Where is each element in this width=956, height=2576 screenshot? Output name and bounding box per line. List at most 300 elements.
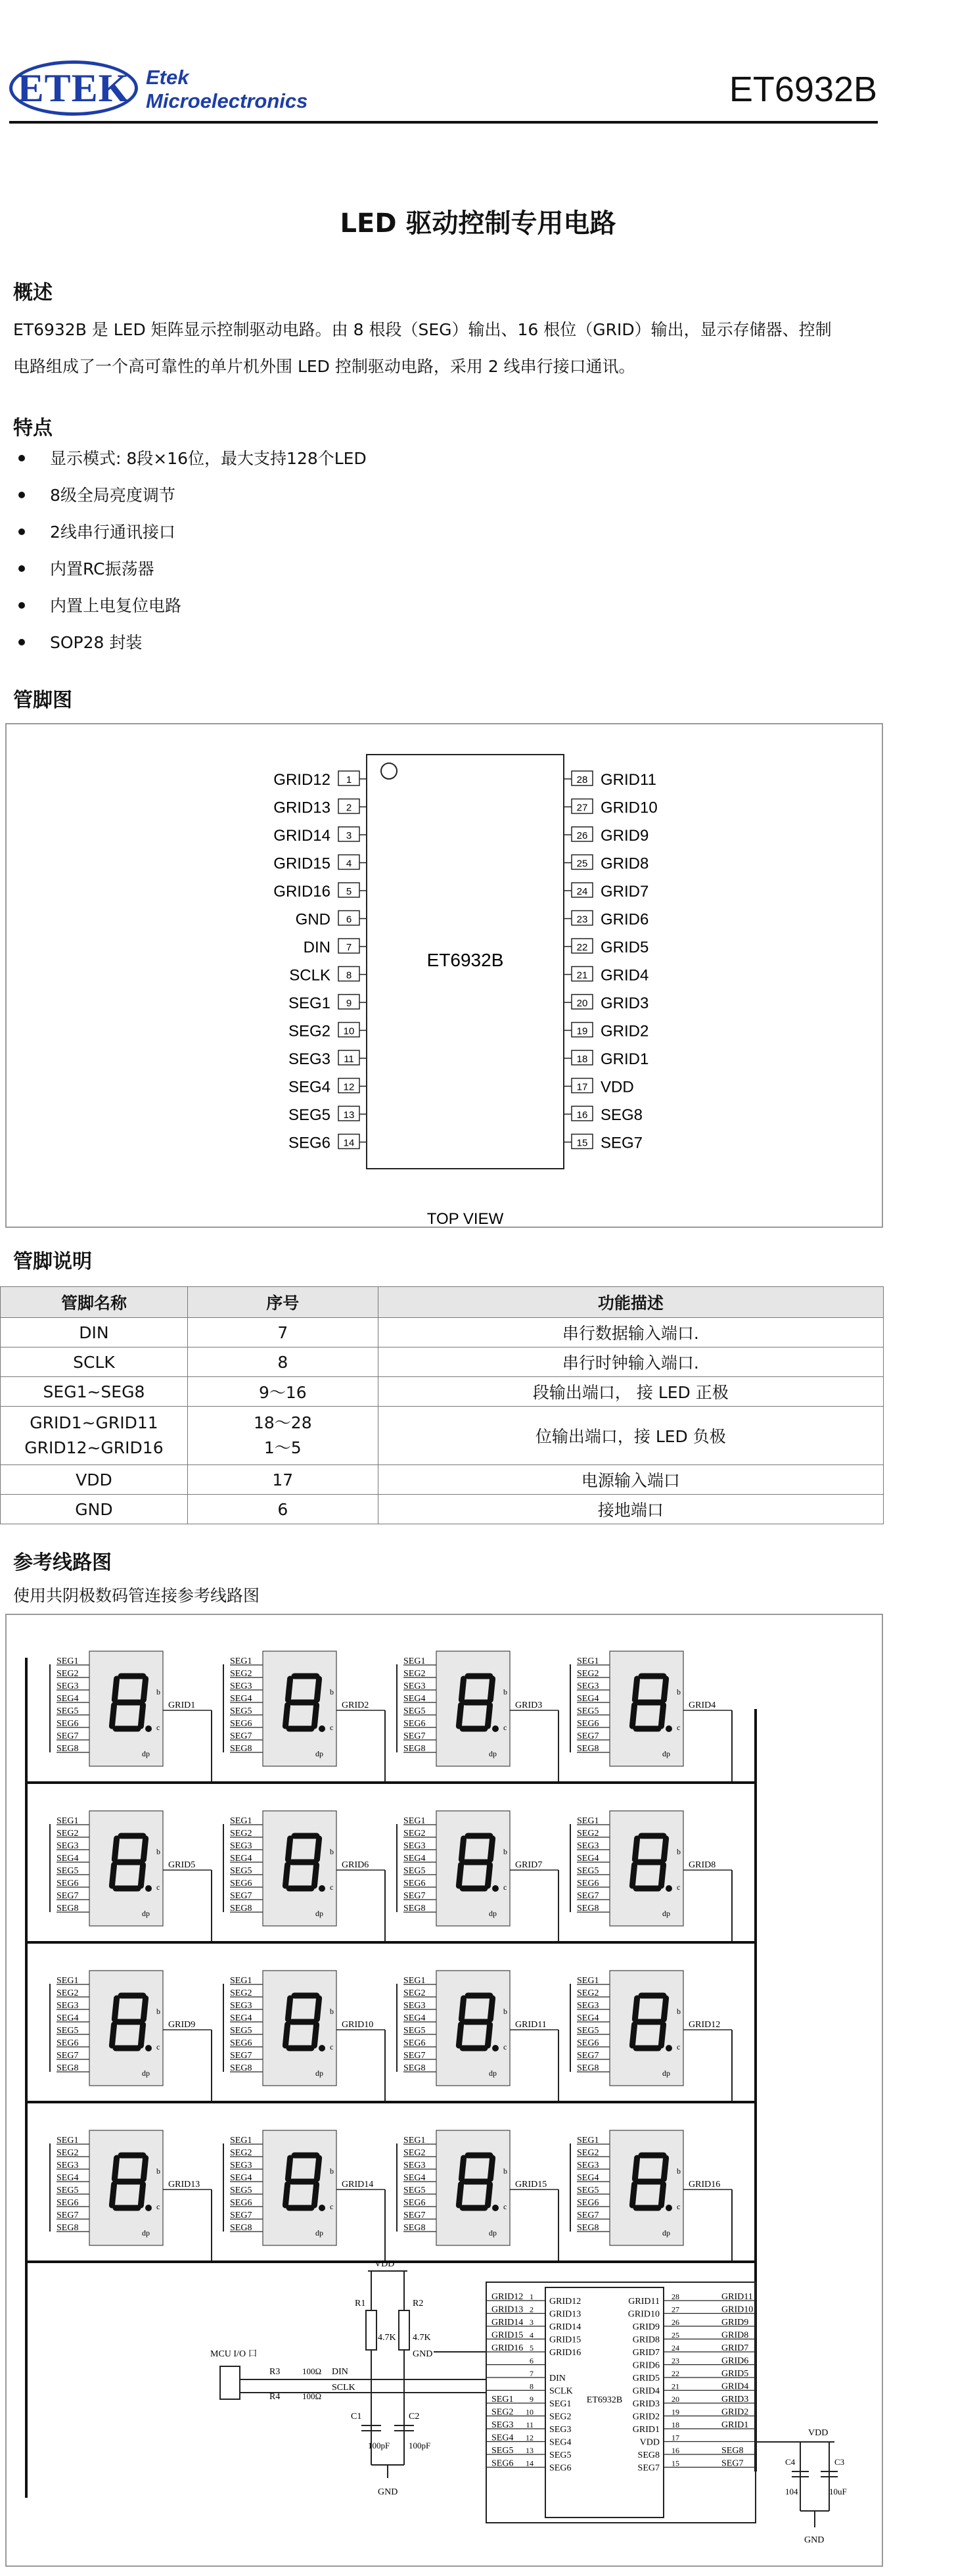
digit-package <box>89 1971 163 2086</box>
chip-pin-number: 2 <box>530 2305 534 2314</box>
cell-name: SEG1~SEG8 <box>1 1377 188 1407</box>
seg-label: SEG8 <box>230 2223 252 2233</box>
cell-func: 段输出端口， 接 LED 正极 <box>378 1377 883 1407</box>
chip-pin-number: 10 <box>526 2407 534 2417</box>
seg-label: SEG7 <box>403 1891 426 1901</box>
pin-number: 20 <box>576 998 588 1009</box>
seg-label: SEG2 <box>403 1988 426 1998</box>
chip-pin-name: SEG6 <box>549 2463 572 2473</box>
pin-name: GRID9 <box>601 827 649 845</box>
seg-label: SEG8 <box>577 2223 599 2233</box>
cell-num: 8 <box>187 1347 378 1377</box>
chip-pin-name: GRID6 <box>632 2360 660 2371</box>
digit-segment <box>114 1838 116 1860</box>
chip-pin-number: 23 <box>671 2356 679 2366</box>
chip-pin-name: GRID9 <box>632 2322 660 2332</box>
c3-value: 10uF <box>829 2487 847 2496</box>
pin-name: SEG7 <box>601 1134 643 1152</box>
digit-package <box>610 1811 683 1926</box>
digit-segment <box>459 2025 461 2046</box>
pin-number: 22 <box>576 942 588 953</box>
seg-label: SEG7 <box>403 2051 426 2061</box>
digit-segment <box>317 2158 319 2179</box>
digit-segment <box>288 2158 290 2179</box>
digit-module <box>50 1811 212 1942</box>
grid-label: GRID6 <box>342 1860 369 1870</box>
digit-dp <box>319 2045 325 2051</box>
chip-pin-number: 8 <box>530 2381 534 2391</box>
seg-label: SEG8 <box>577 1904 599 1913</box>
digit-segment <box>661 2025 663 2046</box>
seg-label: SEG7 <box>577 2051 599 2061</box>
chip-pin-name: SEG4 <box>549 2437 572 2448</box>
chip-net-label: GRID1 <box>721 2420 749 2430</box>
digit-letter: dp <box>315 1909 323 1918</box>
seg-label: SEG6 <box>230 1879 252 1888</box>
seg-label: SEG5 <box>403 1866 426 1876</box>
digit-package <box>436 1971 510 2086</box>
pin-name: GRID2 <box>601 1022 649 1041</box>
digit-package <box>89 2130 163 2245</box>
pin-name: GRID13 <box>273 799 330 817</box>
digit-segment <box>285 2025 287 2046</box>
digit-segment <box>488 2025 489 2046</box>
pin-number: 6 <box>346 914 352 925</box>
seg-label: SEG3 <box>57 1841 79 1851</box>
features-heading: 特点 <box>13 417 53 440</box>
seg-label: SEG7 <box>57 2051 79 2061</box>
digit-segment <box>459 1865 461 1886</box>
seg-label: SEG8 <box>230 1744 252 1754</box>
digit-letter: c <box>677 1723 681 1732</box>
digit-letter: b <box>677 2166 681 2176</box>
digit-segment <box>143 1679 145 1700</box>
reference-caption: 使用共阴极数码管连接参考线路图 <box>13 1586 260 1605</box>
digit-dp <box>145 1885 152 1892</box>
seg-label: SEG3 <box>403 2001 426 2011</box>
seg-label: SEG1 <box>57 1816 79 1826</box>
chip-pin-number: 21 <box>671 2381 679 2391</box>
digit-letter: dp <box>315 1749 323 1758</box>
sclk-label: SCLK <box>332 2383 355 2393</box>
chip-pin-name: SEG7 <box>637 2463 660 2473</box>
c4-label: C4 <box>785 2457 796 2467</box>
seg-label: SEG4 <box>403 2013 426 2023</box>
digit-segment <box>288 1998 290 2019</box>
grid-label: GRID12 <box>689 2020 721 2030</box>
cell-func: 位输出端口，接 LED 负极 <box>378 1407 883 1465</box>
seg-label: SEG3 <box>403 1681 426 1691</box>
digit-letter: dp <box>142 2228 150 2237</box>
pin-name: GRID5 <box>601 939 649 956</box>
chip-net-label: GRID3 <box>721 2395 749 2404</box>
chip-net-label: GRID8 <box>721 2330 749 2341</box>
din-label: DIN <box>332 2367 348 2377</box>
digit-segment <box>632 1865 634 1886</box>
seg-label: SEG3 <box>230 1681 252 1691</box>
seg-label: SEG6 <box>403 2198 426 2208</box>
chip-pin-number: 22 <box>671 2369 679 2378</box>
chip-net-label: GRID13 <box>491 2305 524 2315</box>
pin-name: GRID4 <box>601 966 649 985</box>
seg-label: SEG1 <box>230 1816 252 1826</box>
digit-letter: dp <box>662 2228 670 2237</box>
digit-package <box>263 1811 336 1926</box>
seg-label: SEG1 <box>403 1976 426 1986</box>
chip-pin-name: GRID13 <box>549 2309 581 2320</box>
digit-letter: b <box>330 1687 334 1697</box>
seg-label: SEG1 <box>230 1656 252 1666</box>
digit-letter: dp <box>662 1749 670 1758</box>
seg-label: SEG6 <box>403 2038 426 2048</box>
digit-letter: b <box>330 1847 334 1856</box>
chip-pin-name: DIN <box>549 2374 566 2383</box>
chip-net-label: GRID15 <box>491 2330 524 2341</box>
digit-segment <box>632 1705 634 1726</box>
digit-letter: c <box>156 1883 160 1892</box>
pin-name: SEG6 <box>288 1134 330 1152</box>
pin-name: GRID10 <box>601 799 658 817</box>
digit-letter: dp <box>662 1909 670 1918</box>
digit-segment <box>461 1998 463 2019</box>
pin-number: 14 <box>343 1137 355 1149</box>
seg-label: SEG5 <box>230 1706 252 1716</box>
seg-label: SEG4 <box>403 1854 426 1863</box>
chip-pin-name: GRID7 <box>632 2348 660 2358</box>
chip-pin-number: 6 <box>530 2356 534 2366</box>
pin-name: GRID3 <box>601 995 649 1012</box>
seg-label: SEG3 <box>230 1841 252 1851</box>
digit-letter: b <box>503 1847 507 1856</box>
feature-item: SOP28 封装 <box>13 632 142 653</box>
col-header-name: 管脚名称 <box>1 1287 188 1318</box>
grid-label: GRID8 <box>689 1860 716 1870</box>
digit-module <box>223 1811 385 1942</box>
overview-line2: 电路组成了一个高可靠性的单片机外围 LED 控制驱动电路，采用 2 线串行接口通讯。 <box>13 357 635 376</box>
grid-label: GRID4 <box>689 1700 716 1710</box>
seg-label: SEG5 <box>230 2186 252 2195</box>
digit-segment <box>635 1679 637 1700</box>
digit-dp <box>666 1885 672 1892</box>
seg-label: SEG5 <box>57 1706 79 1716</box>
seg-label: SEG1 <box>577 1816 599 1826</box>
digit-segment <box>490 1838 492 1860</box>
pin-number: 7 <box>346 942 352 953</box>
r2-value: 4.7K <box>413 2333 431 2343</box>
seg-label: SEG6 <box>57 1719 79 1729</box>
chip-pin-number: 28 <box>671 2292 679 2301</box>
chip-pin-number: 12 <box>526 2433 534 2443</box>
digit-dp <box>145 2045 152 2051</box>
overview-heading: 概述 <box>13 281 53 304</box>
pin-name: SCLK <box>289 966 330 985</box>
digit-segment <box>459 1705 461 1726</box>
chip-pin-number: 24 <box>671 2343 679 2353</box>
c1-value: 100pF <box>368 2441 390 2450</box>
digit-letter: dp <box>662 2069 670 2078</box>
digit-letter: c <box>330 1883 334 1892</box>
digit-dp <box>319 2205 325 2211</box>
grid-label: GRID14 <box>342 2180 374 2190</box>
pin-number: 27 <box>576 802 588 814</box>
resistor-r1 <box>366 2310 376 2350</box>
seg-label: SEG2 <box>230 1988 252 1998</box>
chip-pin-name: SEG8 <box>637 2450 660 2460</box>
seg-label: SEG4 <box>57 1854 79 1863</box>
seg-label: SEG7 <box>230 2211 252 2220</box>
seg-label: SEG4 <box>577 2173 599 2183</box>
seg-label: SEG8 <box>403 2223 426 2233</box>
seg-label: SEG6 <box>57 1879 79 1888</box>
cell-num: 9～16 <box>187 1377 378 1407</box>
digit-segment <box>661 1705 663 1726</box>
digit-letter: c <box>677 1883 681 1892</box>
seg-label: SEG1 <box>403 2136 426 2145</box>
digit-letter: dp <box>142 2069 150 2078</box>
mcu-header <box>220 2366 240 2399</box>
chip-pin-number: 4 <box>530 2330 534 2340</box>
seg-label: SEG4 <box>403 1694 426 1704</box>
digit-dp <box>319 1725 325 1732</box>
vdd-label: VDD <box>375 2259 395 2269</box>
seg-label: SEG2 <box>577 1829 599 1838</box>
seg-label: SEG6 <box>577 2038 599 2048</box>
seg-label: SEG8 <box>57 2063 79 2073</box>
pin-number: 15 <box>576 1137 588 1149</box>
digit-segment <box>112 2025 114 2046</box>
digit-segment <box>317 1838 319 1860</box>
seg-label: SEG2 <box>403 2148 426 2158</box>
document-title: LED 驱动控制专用电路 <box>340 208 616 239</box>
seg-label: SEG7 <box>57 2211 79 2220</box>
seg-label: SEG8 <box>577 1744 599 1754</box>
digit-dp <box>492 1885 499 1892</box>
digit-letter: b <box>330 2007 334 2016</box>
digit-package <box>436 1651 510 1766</box>
seg-label: SEG8 <box>57 1904 79 1913</box>
chip-pin-number: 5 <box>530 2343 534 2353</box>
seg-label: SEG5 <box>57 2026 79 2036</box>
chip-pin-name: GRID5 <box>632 2374 660 2383</box>
seg-label: SEG1 <box>57 1976 79 1986</box>
digit-module <box>570 1651 732 1783</box>
digit-letter: b <box>156 2007 160 2016</box>
vdd-label: VDD <box>808 2428 829 2438</box>
digit-letter: b <box>677 2007 681 2016</box>
r4-value: 100Ω <box>302 2391 322 2401</box>
seg-label: SEG1 <box>230 1976 252 1986</box>
seg-label: SEG5 <box>230 2026 252 2036</box>
chip-net-label: GRID12 <box>491 2292 524 2302</box>
seg-label: SEG7 <box>230 2051 252 2061</box>
digit-package <box>610 1651 683 1766</box>
resistor-r2 <box>399 2310 409 2350</box>
gnd-label: GND <box>804 2535 825 2545</box>
chip-pin-number: 9 <box>530 2395 534 2404</box>
chip-net-label: SEG2 <box>491 2407 514 2418</box>
digit-letter: b <box>156 2166 160 2176</box>
grid-label: GRID15 <box>515 2180 547 2190</box>
pin-number: 2 <box>346 802 352 814</box>
cell-func: 电源输入端口 <box>378 1465 883 1495</box>
seg-label: SEG4 <box>230 2013 252 2023</box>
pin-number: 16 <box>576 1110 588 1121</box>
seg-label: SEG7 <box>57 1731 79 1741</box>
chip-pin-name: GRID15 <box>549 2335 581 2345</box>
driver-chip-label: ET6932B <box>586 2395 623 2405</box>
digit-package <box>610 2130 683 2245</box>
grid-label: GRID9 <box>168 2020 196 2030</box>
pin-number: 17 <box>576 1081 588 1093</box>
digit-letter: dp <box>489 1749 497 1758</box>
digit-segment <box>143 1838 145 1860</box>
seg-label: SEG6 <box>230 1719 252 1729</box>
seg-label: SEG7 <box>577 2211 599 2220</box>
feature-item: 显示模式: 8段×16位，最大支持128个LED <box>13 448 367 469</box>
digit-letter: c <box>156 1723 160 1732</box>
grid-label: GRID10 <box>342 2020 374 2030</box>
seg-label: SEG6 <box>57 2198 79 2208</box>
digit-segment <box>661 2184 663 2205</box>
seg-label: SEG6 <box>403 1879 426 1888</box>
digit-letter: c <box>503 1723 507 1732</box>
seg-label: SEG3 <box>57 1681 79 1691</box>
r4-label: R4 <box>269 2392 281 2402</box>
pin-name: GRID1 <box>601 1050 649 1068</box>
digit-letter: dp <box>142 1749 150 1758</box>
seg-label: SEG1 <box>577 2136 599 2145</box>
pin-number: 26 <box>576 830 588 841</box>
col-header-num: 序号 <box>187 1287 378 1318</box>
c1-label: C1 <box>351 2412 362 2422</box>
chip-net-label: SEG1 <box>491 2395 514 2404</box>
pin-name: GRID14 <box>273 827 330 845</box>
chip-pin-number: 14 <box>526 2458 534 2468</box>
grid-label: GRID7 <box>515 1860 543 1870</box>
digit-segment <box>112 2184 114 2205</box>
digit-segment <box>112 1865 114 1886</box>
seg-label: SEG4 <box>230 2173 252 2183</box>
seg-label: SEG6 <box>230 2198 252 2208</box>
cell-func: 接地端口 <box>378 1495 883 1524</box>
digit-letter: c <box>156 2042 160 2051</box>
pin-number: 18 <box>576 1054 588 1065</box>
pin-name: SEG4 <box>288 1078 330 1096</box>
digit-package <box>263 1971 336 2086</box>
pin-number: 5 <box>346 886 352 897</box>
digit-segment <box>461 1679 463 1700</box>
digit-segment <box>112 1705 114 1726</box>
digit-module <box>570 1971 732 2102</box>
chip-pin-number: 7 <box>530 2369 534 2378</box>
chip-net-label: SEG6 <box>491 2458 514 2469</box>
pin-name: GRID6 <box>601 910 649 929</box>
digit-segment <box>143 2158 145 2179</box>
seg-label: SEG5 <box>577 1866 599 1876</box>
r2-label: R2 <box>413 2299 424 2308</box>
seg-label: SEG5 <box>577 1706 599 1716</box>
digit-segment <box>285 1865 287 1886</box>
seg-label: SEG6 <box>57 2038 79 2048</box>
digit-dp <box>666 1725 672 1732</box>
digit-segment <box>285 1705 287 1726</box>
digit-module <box>570 1811 732 1942</box>
digit-segment <box>490 1998 492 2019</box>
chip-net-label: GRID14 <box>491 2318 524 2328</box>
digit-letter: c <box>330 2042 334 2051</box>
cell-name: SCLK <box>1 1347 188 1377</box>
seg-label: SEG5 <box>403 2026 426 2036</box>
chip-pin-name: GRID8 <box>632 2335 660 2345</box>
company-line1: Etek <box>146 66 189 89</box>
pinout-heading: 管脚图 <box>13 689 72 712</box>
chip-label: ET6932B <box>426 950 504 970</box>
pin-name: GRID11 <box>601 771 656 789</box>
seg-label: SEG7 <box>403 2211 426 2220</box>
pin-name: SEG5 <box>288 1106 330 1124</box>
seg-label: SEG5 <box>230 1866 252 1876</box>
pin-number: 24 <box>576 886 588 897</box>
chip-pin-number: 20 <box>671 2395 679 2404</box>
seg-label: SEG3 <box>230 2001 252 2011</box>
cell-num: 7 <box>187 1318 378 1347</box>
pin-name: SEG2 <box>288 1022 330 1041</box>
seg-label: SEG6 <box>577 1879 599 1888</box>
chip-net-label: SEG7 <box>721 2458 744 2469</box>
digit-segment <box>314 2184 316 2205</box>
digit-letter: c <box>156 2202 160 2211</box>
chip-pin-number: 15 <box>671 2458 679 2468</box>
chip-pin-name: GRID3 <box>632 2399 660 2409</box>
r1-label: R1 <box>355 2299 366 2308</box>
chip-pin-number: 25 <box>671 2330 679 2340</box>
seg-label: SEG3 <box>57 2161 79 2170</box>
digit-letter: b <box>677 1687 681 1697</box>
seg-label: SEG3 <box>230 2161 252 2170</box>
digit-letter: b <box>156 1847 160 1856</box>
chip-pin-name: SEG2 <box>549 2412 572 2422</box>
digit-dp <box>319 1885 325 1892</box>
digit-module <box>50 2130 212 2262</box>
digit-segment <box>114 2158 116 2179</box>
digit-segment <box>664 1838 666 1860</box>
pin-number: 12 <box>343 1081 355 1093</box>
pin-number: 28 <box>576 774 588 785</box>
seg-label: SEG2 <box>230 2148 252 2158</box>
digit-letter: c <box>330 2202 334 2211</box>
chip-pin-name: SEG1 <box>549 2399 572 2409</box>
seg-label: SEG8 <box>230 1904 252 1913</box>
pin-number: 10 <box>343 1025 355 1037</box>
seg-label: SEG8 <box>230 2063 252 2073</box>
seg-label: SEG8 <box>57 2223 79 2233</box>
seg-label: SEG2 <box>230 1669 252 1679</box>
seg-label: SEG4 <box>57 2013 79 2023</box>
seg-label: SEG3 <box>577 1841 599 1851</box>
seg-label: SEG1 <box>577 1656 599 1666</box>
seg-label: SEG7 <box>577 1891 599 1901</box>
cell-name: GRID1~GRID11 GRID12~GRID16 <box>1 1407 188 1465</box>
chip-net-label: GRID10 <box>721 2305 754 2315</box>
seg-label: SEG3 <box>403 1841 426 1851</box>
logo-text: ETEK <box>17 66 130 110</box>
digit-letter: b <box>503 1687 507 1697</box>
digit-segment <box>114 1998 116 2019</box>
view-label: TOP VIEW <box>426 1210 504 1228</box>
cell-num: 6 <box>187 1495 378 1524</box>
digit-segment <box>635 2158 637 2179</box>
seg-label: SEG5 <box>577 2186 599 2195</box>
